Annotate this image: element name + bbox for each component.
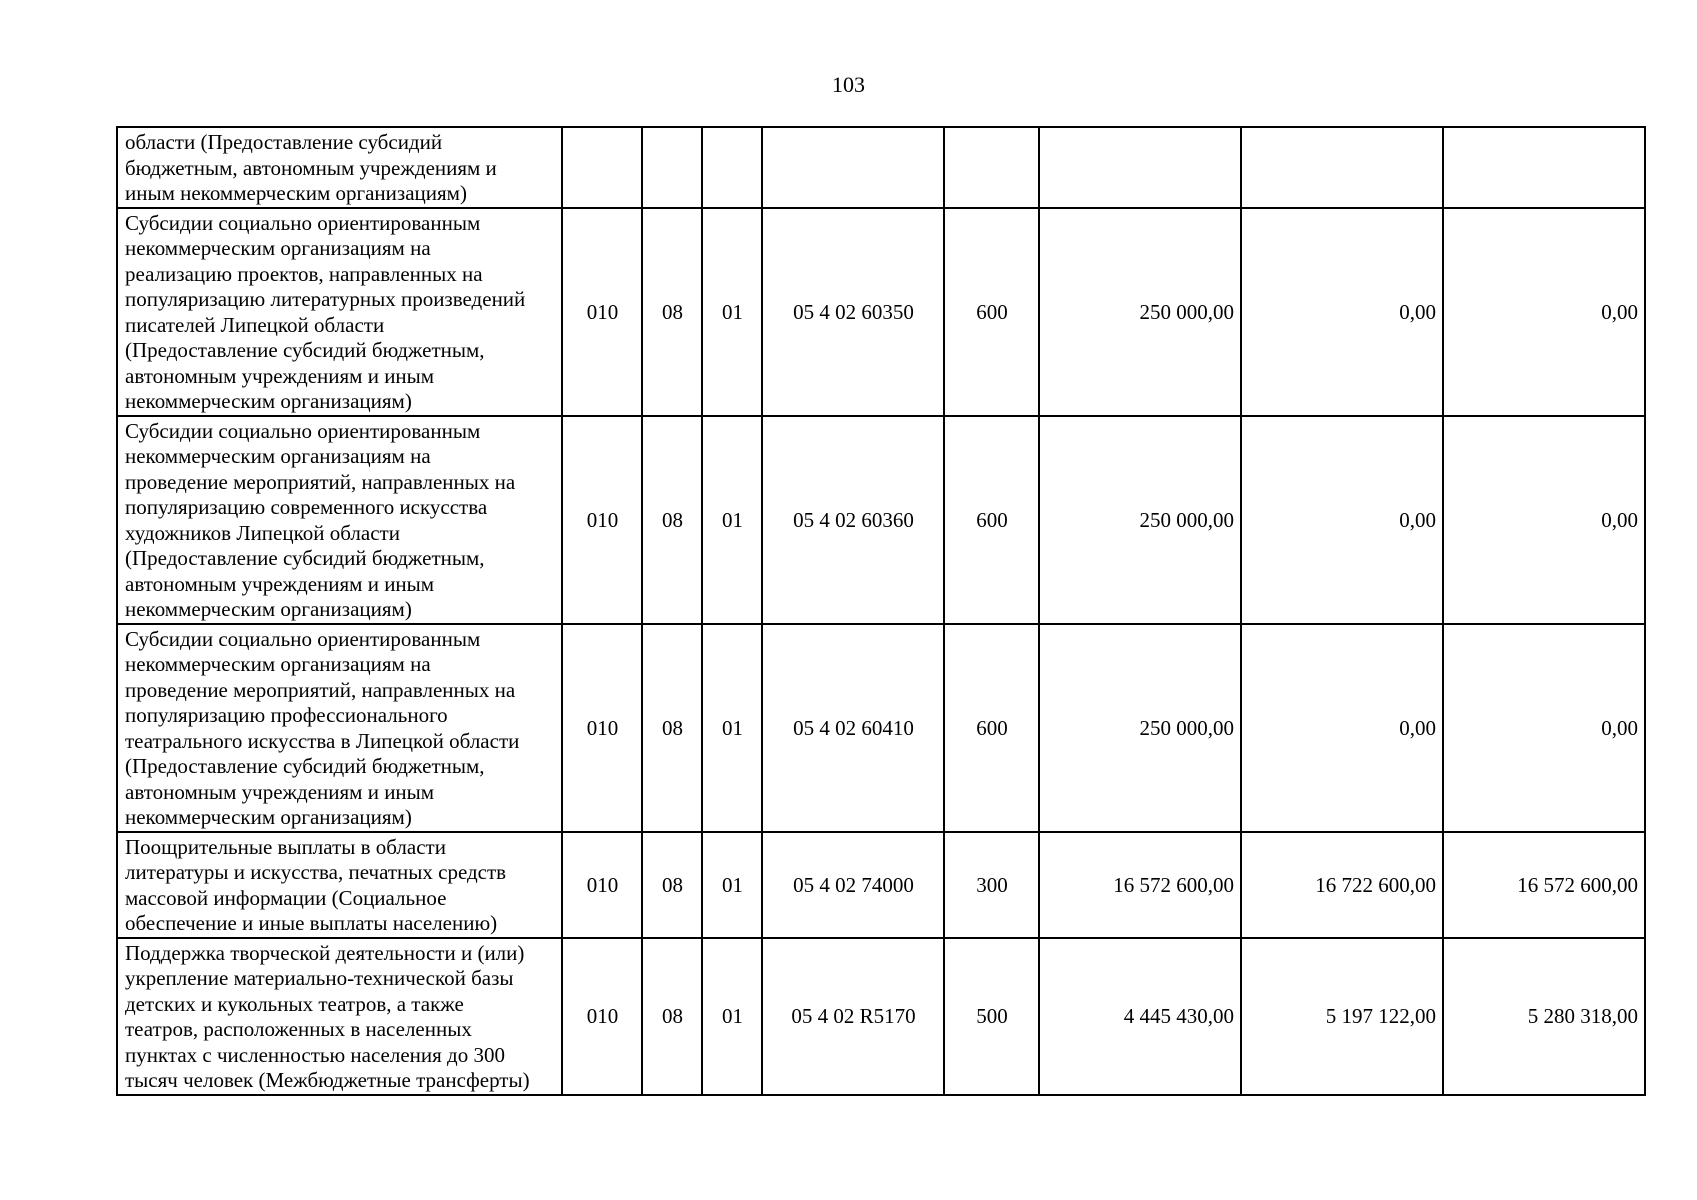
section-code-cell: 08 xyxy=(642,416,702,624)
subsection-code-cell: 01 xyxy=(702,208,762,416)
row-description xyxy=(117,127,562,208)
table-row xyxy=(117,938,1645,1095)
amount-year2-cell: 5 197 122,00 xyxy=(1241,938,1443,1095)
description-line: Поддержка творческой деятельности и (или) xyxy=(125,940,525,965)
amount-year1-cell: 250 000,00 xyxy=(1039,208,1241,416)
expense-type-cell: 600 xyxy=(944,208,1039,416)
amount-year2-cell: 16 722 600,00 xyxy=(1241,832,1443,938)
row-description xyxy=(117,208,562,416)
admin-code-cell: 010 xyxy=(562,832,642,938)
admin-code-cell: 010 xyxy=(562,208,642,416)
table-row xyxy=(117,624,1645,832)
description-line: некоммерческим организациям на xyxy=(125,236,431,260)
description-line: автономным учреждениям и иным xyxy=(125,363,435,388)
section-code-cell: 08 xyxy=(642,938,702,1095)
expense-type-cell: 500 xyxy=(944,938,1039,1095)
section-code-cell: 08 xyxy=(642,208,702,416)
expense-type-cell xyxy=(944,127,1039,208)
amount-year1-cell: 250 000,00 xyxy=(1039,624,1241,832)
description-line: пунктах с численностью населения до 300 xyxy=(125,1042,505,1067)
target-article-cell xyxy=(762,127,944,208)
admin-code-cell: 010 xyxy=(562,624,642,832)
subsection-code-cell: 01 xyxy=(702,938,762,1095)
section-code-cell: 08 xyxy=(642,624,702,832)
description-line: области (Предоставление субсидий xyxy=(125,130,443,154)
description-line: Субсидии социально ориентированным xyxy=(125,418,481,443)
amount-year3-cell: 16 572 600,00 xyxy=(1443,832,1645,938)
subsection-code-cell: 01 xyxy=(702,624,762,832)
description-line: тысяч человек (Межбюджетные трансферты) xyxy=(125,1068,530,1092)
row-description xyxy=(117,624,562,832)
table-row xyxy=(117,208,1645,416)
description-line: Поощрительные выплаты в области xyxy=(125,834,446,859)
amount-year3-cell: 0,00 xyxy=(1443,208,1645,416)
description-line: некоммерческим организациям) xyxy=(125,597,412,621)
description-line: популяризацию литературных произведений xyxy=(125,287,526,311)
description-line: укрепление материально-технической базы xyxy=(125,966,514,990)
target-article-cell: 05 4 02 60350 xyxy=(762,208,944,416)
amount-year1-cell: 250 000,00 xyxy=(1039,416,1241,624)
section-code-cell xyxy=(642,127,702,208)
description-line: некоммерческим организациям на xyxy=(125,444,431,468)
page-number: 103 xyxy=(832,72,865,97)
description-line: проведение мероприятий, направленных на xyxy=(125,677,516,702)
table-row xyxy=(117,832,1645,938)
amount-year3-cell: 0,00 xyxy=(1443,416,1645,624)
subsection-code-cell: 01 xyxy=(702,416,762,624)
expense-type-cell: 300 xyxy=(944,832,1039,938)
description-line: некоммерческим организациям) xyxy=(125,805,412,829)
description-line: некоммерческим организациям) xyxy=(125,389,412,413)
admin-code-cell xyxy=(562,127,642,208)
description-line: обеспечение и иные выплаты населению) xyxy=(125,911,498,935)
subsection-code-cell: 01 xyxy=(702,832,762,938)
description-line: литературы и искусства, печатных средств xyxy=(125,860,507,884)
table-row xyxy=(117,127,1645,208)
target-article-cell: 05 4 02 60410 xyxy=(762,624,944,832)
table-body xyxy=(117,127,1645,1095)
description-line: некоммерческим организациям на xyxy=(125,652,431,676)
row-description xyxy=(117,416,562,624)
row-description xyxy=(117,938,562,1095)
description-line: детских и кукольных театров, а также xyxy=(125,991,464,1016)
expense-type-cell: 600 xyxy=(944,624,1039,832)
row-description xyxy=(117,832,562,938)
description-line: массовой информации (Социальное xyxy=(125,885,447,910)
admin-code-cell: 010 xyxy=(562,938,642,1095)
amount-year1-cell: 16 572 600,00 xyxy=(1039,832,1241,938)
amount-year2-cell: 0,00 xyxy=(1241,208,1443,416)
description-line: иным некоммерческим организациям) xyxy=(125,181,467,205)
budget-table xyxy=(116,126,1646,1096)
subsection-code-cell xyxy=(702,127,762,208)
description-line: реализацию проектов, направленных на xyxy=(125,261,483,286)
target-article-cell: 05 4 02 R5170 xyxy=(762,938,944,1095)
description-line: Субсидии социально ориентированным xyxy=(125,210,481,235)
amount-year1-cell: 4 445 430,00 xyxy=(1039,938,1241,1095)
section-code-cell: 08 xyxy=(642,832,702,938)
description-line: театрального искусства в Липецкой области xyxy=(125,728,520,753)
amount-year2-cell: 0,00 xyxy=(1241,416,1443,624)
amount-year3-cell: 0,00 xyxy=(1443,624,1645,832)
description-line: театров, расположенных в населенных xyxy=(125,1017,472,1041)
expense-type-cell: 600 xyxy=(944,416,1039,624)
target-article-cell: 05 4 02 60360 xyxy=(762,416,944,624)
description-line: проведение мероприятий, направленных на xyxy=(125,469,516,494)
target-article-cell: 05 4 02 74000 xyxy=(762,832,944,938)
table-row xyxy=(117,416,1645,624)
description-line: популяризацию современного искусства xyxy=(125,495,488,519)
description-line: писателей Липецкой области xyxy=(125,312,385,337)
amount-year2-cell: 0,00 xyxy=(1241,624,1443,832)
description-line: (Предоставление субсидий бюджетным, xyxy=(125,546,485,570)
description-line: популяризацию профессионального xyxy=(125,703,448,727)
description-line: автономным учреждениям и иным xyxy=(125,571,435,596)
description-line: (Предоставление субсидий бюджетным, xyxy=(125,338,485,362)
amount-year3-cell xyxy=(1443,127,1645,208)
description-line: автономным учреждениям и иным xyxy=(125,779,435,804)
admin-code-cell: 010 xyxy=(562,416,642,624)
amount-year2-cell xyxy=(1241,127,1443,208)
description-line: (Предоставление субсидий бюджетным, xyxy=(125,754,485,778)
description-line: Субсидии социально ориентированным xyxy=(125,626,481,651)
description-line: бюджетным, автономным учреждениям и xyxy=(125,155,497,180)
amount-year3-cell: 5 280 318,00 xyxy=(1443,938,1645,1095)
amount-year1-cell xyxy=(1039,127,1241,208)
description-line: художников Липецкой области xyxy=(125,520,400,545)
